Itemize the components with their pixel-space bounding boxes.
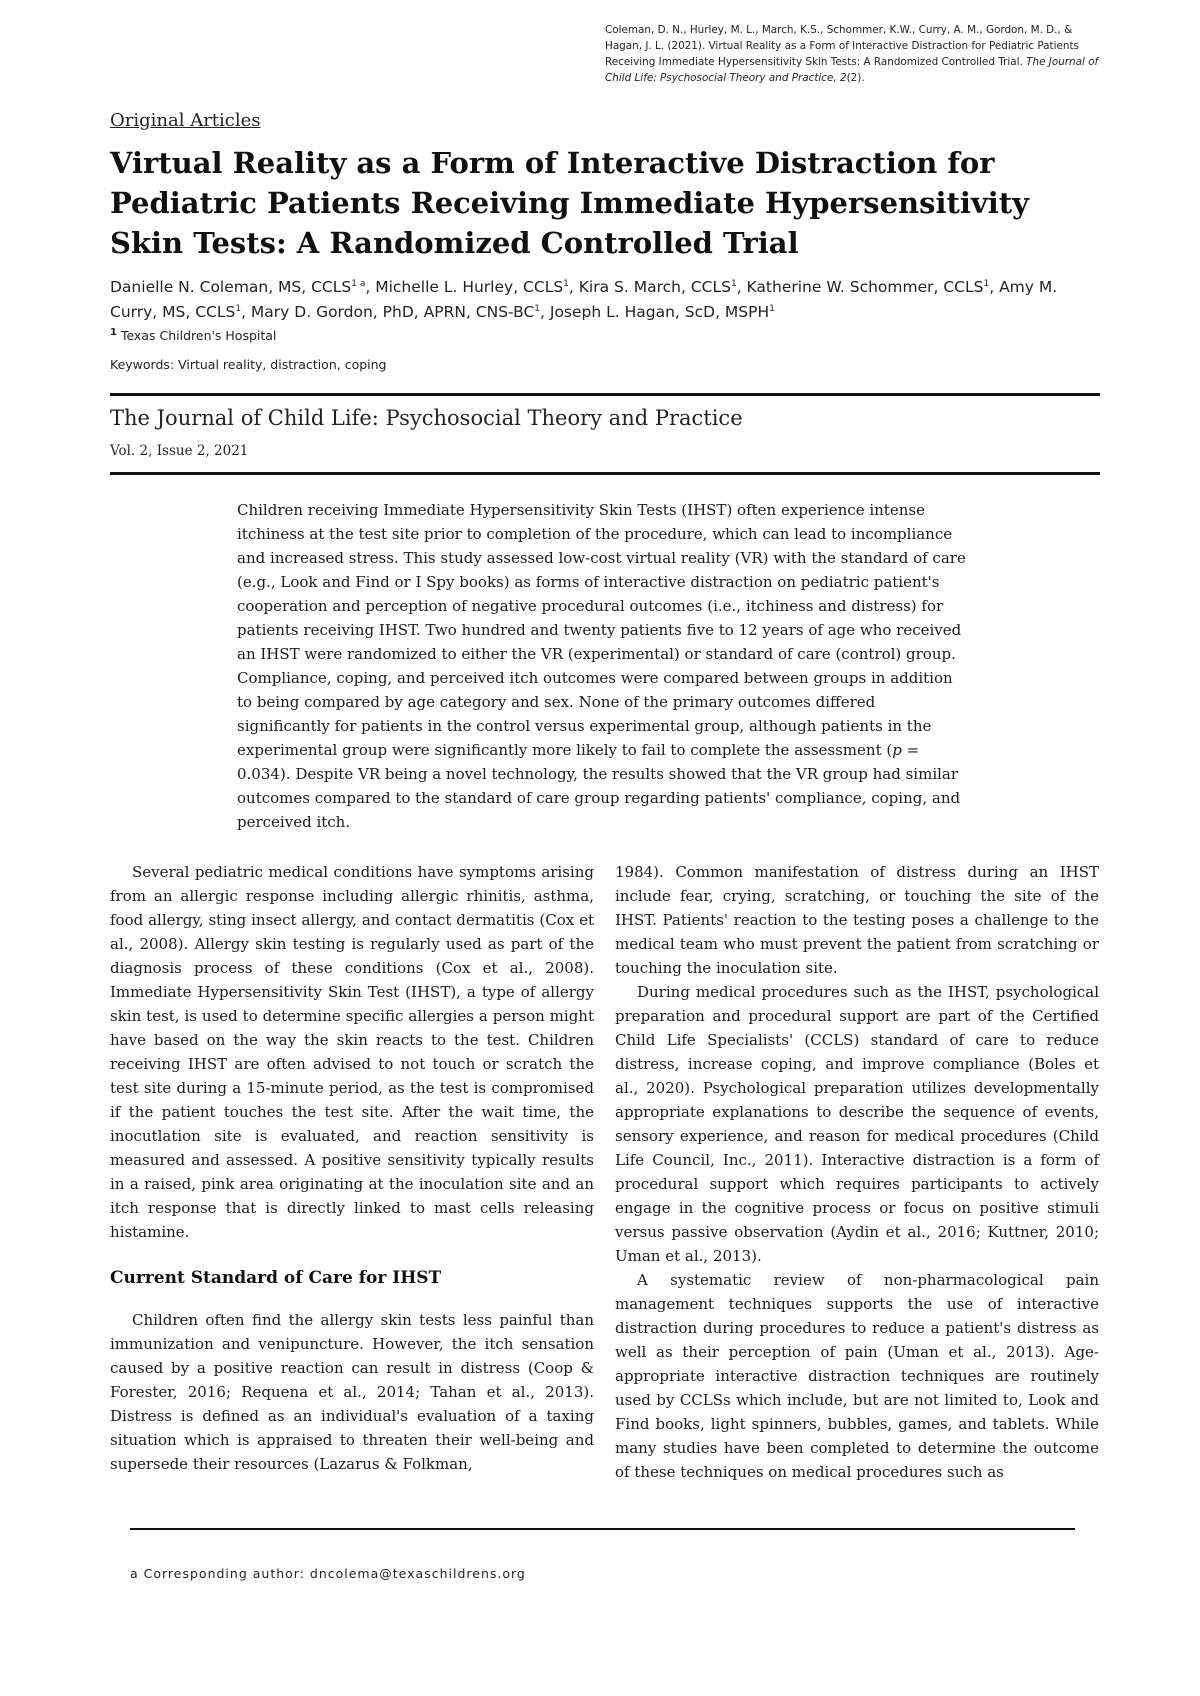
journal-name: The Journal of Child Life: Psychosocial Theory and Practice [110,406,743,430]
abstract-part2: = 0.034). Despite VR being a novel technology, the results showed that the VR group had similar outcomes compared to the standard of care group regarding patients' compliance, coping, and perceived itch. [237,741,961,831]
author-name: , Mary D. Gordon, PhD, APRN, CNS-BC [241,303,535,321]
author-superscript: 1 [983,278,990,289]
author-name: , Joseph L. Hagan, ScD, MSPH [540,303,770,321]
citation-journal: The Journal of Child Life: Psychosocial Theory and Practice [605,56,1099,84]
abstract [237,498,972,834]
author-name: , Michelle L. Hurley, CCLS [365,278,564,296]
body-paragraph: A systematic review of non-pharmacological pain management techniques supports the use of interactive distraction during procedures to reduce a patient's distress as well as their perception of pain (Uman et al., 2013). Age-appropriate interactive distraction techniques are routinely used by CCLSs which include, but are not limited to, Look and Find books, light spinners, bubbles, games, and tablets. While many studies have been completed to determine the outcome of these techniques on medical procedures such as [615,1271,1099,1481]
body-paragraph: Several pediatric medical conditions have symptoms arising from an allergic response including allergic rhinitis, asthma, food allergy, sting insect allergy, and contact dermatitis (Cox et al., 2008). Allergy skin testing is regularly used as part of the diagnosis process of these conditions (Cox et al., 2008). Immediate Hypersensitivity Skin Test (IHST), a type of allergy skin test, is used to determine specific allergies a person might have based on the way the skin reacts to the test. Children receiving IHST are often advised to not touch or scratch the test site during a 15-minute period, as the test is compromised if the patient touches the test site. After the wait time, the inocutlation site is evaluated, and reaction sensitivity is measured and assessed. A positive sensitivity typically results in a raised, pink area originating at the inoculation site and an itch response that is directly linked to mast cells releasing histamine. [110,863,594,1241]
author-superscript: 1 [730,278,737,289]
keywords: Keywords: Virtual reality, distraction, coping [110,357,387,372]
journal-issue: Vol. 2, Issue 2, 2021 [110,443,249,459]
author-superscript: 1 [534,303,541,314]
journal-rule-top [110,393,1100,396]
author-superscript: 1 [235,303,242,314]
citation-header [605,22,1105,86]
body-paragraph: Children often find the allergy skin tests less painful than immunization and venipuncture. However, the itch sensation caused by a positive reaction can result in distress (Coop & Forester, 2016; Requena et al., 2014; Tahan et al., 2013). Distress is defined as an individual's evaluation of a taxing situation which is appraised to threaten their well-being and supersede their resources (Lazarus & Folkman, [110,1311,594,1473]
author-name: , Kira S. March, CCLS [568,278,731,296]
affiliation [110,328,276,343]
author-superscript: 1 a [351,278,366,289]
body-column-left [110,860,594,1476]
affiliation-number: 1 [110,326,117,338]
author-superscript: 1 [769,303,775,314]
body-paragraph: During medical procedures such as the IHST, psychological preparation and procedural support are part of the Certified Child Life Specialists' (CCLS) standard of care to reduce distress, increase coping, and improve compliance (Boles et al., 2020). Psychological preparation utilizes developmentally appropriate explanations to describe the sequence of events, sensory experience, and reason for medical procedures (Child Life Council, Inc., 2011). Interactive distraction is a form of procedural support which requires participants to actively engage in the cognitive process or focus on positive stimuli versus passive observation (Aydin et al., 2016; Kuttner, 2010; Uman et al., 2013). [615,983,1099,1265]
body-paragraph: 1984). Common manifestation of distress during an IHST include fear, crying, scratching, or touching the site of the IHST. Patients' reaction to the testing poses a challenge to the medical team who must prevent the patient from scratching or touching the inoculation site. [615,863,1099,977]
footnote: a Corresponding author: dncolema@texaschildrens.org [130,1566,526,1581]
journal-rule-bottom [110,472,1100,475]
author-name: Danielle N. Coleman, MS, CCLS [110,278,352,296]
author-superscript: 1 [563,278,569,289]
citation-issue: (2). [846,72,865,84]
affiliation-text: Texas Children's Hospital [120,328,277,343]
author-list [110,275,1100,325]
article-title: Virtual Reality as a Form of Interactive Distraction for Pediatric Patients Receiving Immediate Hypersensitivity Skin Tests: A Randomized Controlled Trial [110,146,1029,260]
abstract-p-symbol: p [892,741,902,759]
abstract-part1: Children receiving Immediate Hypersensitivity Skin Tests (IHST) often experience intense itchiness at the test site prior to completion of the procedure, which can lead to incompliance and increased stress. This study assessed low-cost virtual reality (VR) with the standard of care (e.g., Look and Find or I Spy books) as forms of interactive distraction on pediatric patient's cooperation and perception of negative procedural outcomes (i.e., itchiness and distress) for patients receiving IHST. Two hundred and twenty patients five to 12 years of age who received an IHST were randomized to either the VR (experimental) or standard of care (control) group. Compliance, coping, and perceived itch outcomes were compared between groups in addition to being compared by age category and sex. None of the primary outcomes differed significantly for patients in the control versus experimental group, although patients in the experimental group were significantly more likely to fail to complete the assessment ( [237,501,966,759]
body-column-right [615,860,1099,1484]
section-heading: Current Standard of Care for IHST [110,1268,442,1288]
section-label[interactable]: Original Articles [110,110,261,131]
citation-volume: , 2 [833,72,847,84]
author-name: , Amy M. Curry, MS, CCLS [110,278,1058,321]
citation-lead: Coleman, D. N., Hurley, M. L., March, K.S., Schommer, K.W., Curry, A. M., Gordon, M. D., & Hagan, J. L. (2021). Virtual Reality as a Form of Interactive Distraction for Pediatric Patients Receiving Immediate Hypersensitivity Skin Tests: A Randomized Controlled Trial. [605,24,1079,68]
author-name: , Katherine W. Schommer, CCLS [736,278,984,296]
footnote-rule [130,1528,1075,1530]
